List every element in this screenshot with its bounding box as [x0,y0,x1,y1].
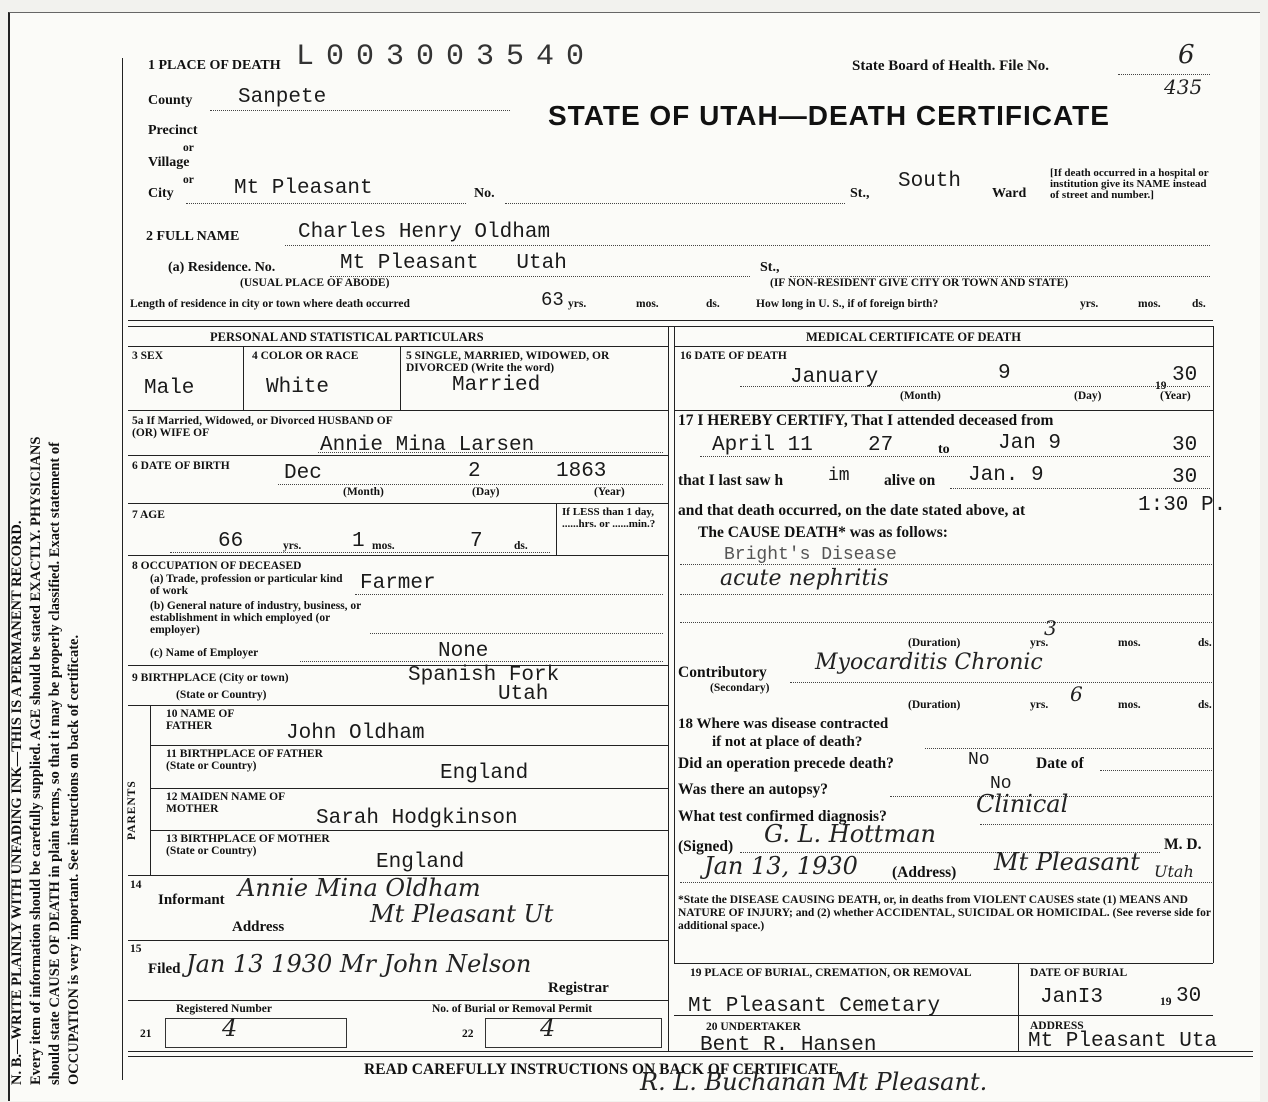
marital-label: 5 SINGLE, MARRIED, WIDOWED, OR DIVORCED (Write the word) [406,350,610,374]
reg-number-box [165,1018,347,1048]
employer-value: None [438,640,489,663]
employer-label: (c) Name of Employer [150,647,259,659]
divider [243,346,244,410]
usual-place-label: (USUAL PLACE OF ABODE) [240,277,390,289]
where-contracted-label: 18 Where was disease contracted [678,716,889,732]
divider [128,705,668,706]
alive-on-label: alive on [884,472,936,489]
side-note-line: N. B.—WRITE PLAINLY WITH UNFADING INK—THIS IS A PERMANENT RECORD. [9,520,25,1085]
st-label: St., [850,186,870,201]
or-label: or [183,174,194,186]
mos-label: mos. [372,540,395,552]
section-22-label: 22 [462,1028,474,1040]
cause-handwritten: acute nephritis [720,566,889,591]
age-label: 7 AGE [132,509,165,521]
ds-label: ds. [1192,298,1206,310]
how-long-label: How long in U. S., if of foreign birth? [756,298,939,310]
cause-line [680,622,1212,623]
occupation-value: Farmer [360,572,436,595]
father-value: John Oldham [286,722,425,745]
yrs-label: yrs. [568,298,587,310]
right-border [1213,326,1214,963]
physician-signature: G. L. Hottman [764,820,936,848]
burial-date-label: DATE OF BURIAL [1030,967,1128,979]
test-value: Clinical [976,790,1069,818]
address-label: Address [232,919,285,935]
divider [150,745,668,746]
last-saw-line [950,488,1210,489]
signed-label: (Signed) [678,838,734,855]
cause-value: Bright's Disease [724,545,897,565]
stamp-number: L003003540 [296,40,597,74]
file-no: 6 [1178,40,1195,70]
column-divider [674,326,675,964]
spouse-value: Annie Mina Larsen [320,434,535,457]
duration-label: (Duration) [908,637,961,649]
test-line [980,824,1212,825]
divider [128,320,1213,321]
birthplace-state-label: (State or Country) [176,689,267,701]
date-of-label: Date of [1036,755,1084,772]
test-label: What test confirmed diagnosis? [678,808,887,825]
reg-number-label: Registered Number [176,1003,272,1015]
contributory-label: Contributory [678,664,767,681]
nineteen-label: 19 [1155,380,1167,392]
duration-years: 3 [1044,616,1057,640]
mos-label: mos. [1138,298,1161,310]
side-note [8,15,84,1085]
birthplace-city: Spanish Fork [408,664,560,687]
column-divider [668,326,669,1051]
ds-label: ds. [706,298,720,310]
attended-to-date: Jan 9 [998,432,1062,455]
where-line [925,748,1212,749]
mother-birthplace-label: 13 BIRTHPLACE OF MOTHER (State or Country) [166,833,330,857]
side-note-line: Every item of information should be carefully supplied. AGE should be stated EXACTLY. PHYSICIANS [28,436,44,1085]
divider [128,665,668,666]
divider [128,940,668,941]
length-years-value: 63 [541,289,564,311]
mos-label: mos. [636,298,659,310]
informant-address: Mt Pleasant Ut [370,900,554,928]
physician-address-2: Utah [1154,862,1194,881]
residence-st-label: St., [760,260,780,275]
yrs-label: yrs. [283,540,302,552]
ds-label: ds. [514,540,528,552]
divider [674,346,1213,347]
divider [150,830,668,831]
footer-signature: R. L. Buchanan Mt Pleasant. [640,1068,988,1096]
spouse-line [318,452,663,453]
operation-value: No [968,750,990,770]
ward-label: Ward [992,186,1027,201]
father-birthplace-value: England [440,762,529,785]
cause-footnote: *State the DISEASE CAUSING DEATH, or, in deaths from VIOLENT CAUSES state (1) MEANS AND NATURE OF INJURY; and (2) whether ACCIDENTAL, SUICIDAL OR HOMICIDAL. (See reverse side for additional space.) [678,894,1211,932]
divider [128,1000,668,1001]
divider [150,705,151,875]
contributory-line [790,682,1212,683]
burial-date-value: JanI3 [1040,986,1104,1009]
dob-month: Dec [284,462,322,485]
dob-label: 6 DATE OF BIRTH [132,460,230,472]
divider [556,503,557,555]
parents-label: PARENTS [126,780,138,840]
employer-line [300,661,663,662]
death-occurred-label: and that death occurred, on the date stated above, at [678,502,1026,519]
month-caption: (Month) [343,486,384,498]
mother-birthplace-value: England [376,851,465,874]
occupation-label: 8 OCCUPATION OF DECEASED [132,560,302,572]
operation-date-line [1100,770,1212,771]
occupation-line [355,594,663,595]
where-contracted-label-2: if not at place of death? [712,734,863,750]
undertaker-address-value: Mt Pleasant Uta [1028,1030,1218,1053]
divider [128,555,668,556]
city-value: Mt Pleasant [234,177,373,200]
address-line [680,882,1212,883]
nonresident-label: (IF NON-RESIDENT GIVE CITY OR TOWN AND STATE) [770,277,1069,289]
medical-header: MEDICAL CERTIFICATE OF DEATH [806,330,1021,344]
less-than-label: If LESS than 1 day, ......hrs. or ......min.? [562,506,656,530]
divider [128,346,668,347]
full-name-value: Charles Henry Oldham [298,221,551,244]
mos-label: mos. [1118,637,1141,649]
undertaker-value: Bent R. Hansen [700,1034,877,1057]
informant-label: Informant [158,892,225,908]
spouse-label: 5a If Married, Widowed, or Divorced HUSBAND OF (OR) WIFE OF [132,415,393,439]
certificate-title: STATE OF UTAH—DEATH CERTIFICATE [548,100,1110,131]
divider [674,410,1213,411]
residence-label: (a) Residence. No. [168,260,276,275]
contributory-duration: 6 [1070,682,1083,706]
section-14-label: 14 [130,879,142,891]
month-caption: (Month) [900,390,941,402]
burial-permit-box [485,1018,662,1048]
hospital-note: [If death occurred in a hospital or institution give its NAME instead of street and number.] [1050,167,1209,201]
file-no-label: State Board of Health. File No. [852,58,1050,74]
filed-value: Jan 13 1930 Mr John Nelson [186,950,532,978]
autopsy-label: Was there an autopsy? [678,781,828,798]
registrar-label: Registrar [548,980,609,996]
file-no-extra: 435 [1164,75,1203,99]
address-label: (Address) [892,864,957,881]
county-value: Sanpete [238,86,327,109]
divider [1018,963,1019,1051]
instructions-footer: READ CAREFULLY INSTRUCTIONS ON BACK OF CERTIFICATE [364,1061,839,1078]
personal-header: PERSONAL AND STATISTICAL PARTICULARS [210,330,484,344]
burial-year-value: 30 [1176,985,1202,1008]
dob-year: 1863 [556,460,607,483]
last-saw-year: 30 [1172,466,1198,489]
side-note-line: should state CAUSE OF DEATH in plain terms, so that it may be properly classified. Exact statement of [47,442,63,1085]
residence-value: Mt Pleasant Utah [340,252,567,275]
divider [128,326,1213,327]
last-saw-label: that I last saw h [678,472,784,489]
full-name-label: 2 FULL NAME [146,229,240,244]
physician-address: Mt Pleasant [994,848,1140,876]
color-label: 4 COLOR OR RACE [252,350,359,362]
sex-label: 3 SEX [132,350,163,362]
last-saw-date: Jan. 9 [968,464,1044,487]
occupation-a-label: (a) Trade, profession or particular kind of work [150,573,343,597]
city-label: City [148,186,174,201]
full-name-line [285,245,1210,246]
divider [400,346,401,410]
burial-permit-label: No. of Burial or Removal Permit [432,1003,593,1015]
death-date-line [740,386,1210,387]
county-label: County [148,93,193,108]
nineteen-label: 19 [1160,996,1172,1008]
death-year: 30 [1172,364,1198,387]
contributory-value: Myocarditis Chronic [815,650,1043,675]
year-caption: (Year) [1160,390,1191,402]
sex-value: Male [144,377,195,400]
dob-day: 2 [468,460,481,483]
last-saw-him: im [828,466,850,486]
cause-line [680,564,1212,565]
divider [674,963,1213,964]
section-15-label: 15 [130,943,142,955]
dob-line [278,484,663,485]
death-time: 1:30 P. [1138,494,1227,517]
age-days: 7 [470,530,483,553]
undertaker-label: 20 UNDERTAKER [706,1021,801,1033]
cause-line [680,594,1212,595]
no-line [505,203,845,204]
date-of-death-label: 16 DATE OF DEATH [680,350,787,362]
marital-value: Married [452,374,541,397]
filed-label: Filed [148,961,181,977]
mos-label: mos. [1118,699,1141,711]
left-margin-line [122,58,123,1080]
burial-place-label: 19 PLACE OF BURIAL, CREMATION, OR REMOVAL [690,967,972,979]
precinct-label: Precinct [148,123,198,138]
reg-number-value: 4 [222,1014,238,1042]
divider [150,788,668,789]
side-note-line: OCCUPATION is very important. See instructions on back of certificate. [66,634,82,1085]
father-birthplace-label: 11 BIRTHPLACE OF FATHER (State or Country) [166,748,323,772]
attended-from-year: 27 [868,434,894,457]
place-of-death-label: 1 PLACE OF DEATH [148,58,281,73]
ds-label: ds. [1198,699,1212,711]
residence-line [330,276,750,277]
mother-label: 12 MAIDEN NAME OF MOTHER [166,791,285,815]
birthplace-label: 9 BIRTHPLACE (City or town) [132,672,289,684]
year-caption: (Year) [594,486,625,498]
undertaker-address-label: ADDRESS [1030,1020,1084,1032]
divider [128,503,668,504]
yrs-label: yrs. [1080,298,1099,310]
operation-label: Did an operation precede death? [678,755,894,772]
day-caption: (Day) [1074,390,1102,402]
length-residence-label: Length of residence in city or town where death occurred [130,298,410,310]
father-label: 10 NAME OF FATHER [166,708,234,732]
age-line [170,552,550,553]
no-label: No. [474,186,495,201]
age-years: 66 [218,530,244,553]
birthplace-state: Utah [498,683,549,706]
occupation-b-label: (b) General nature of industry, business, or establishment in which employed (or employer) [150,600,362,636]
to-label: to [938,442,950,457]
death-month: January [790,366,879,389]
attended-to-year: 30 [1172,434,1198,457]
day-caption: (Day) [472,486,500,498]
city-line [186,203,466,204]
attended-from-date: April 11 [712,434,813,457]
county-line [210,110,510,111]
divider [128,410,668,411]
autopsy-value: No [990,774,1012,794]
divider [128,1056,1253,1057]
signed-date: Jan 13, 1930 [704,852,858,880]
ds-label: ds. [1198,637,1212,649]
or-label: or [183,142,194,154]
village-label: Village [148,155,190,170]
burial-place-value: Mt Pleasant Cemetary [688,995,941,1018]
certify-label: 17 I HEREBY CERTIFY, That I attended deceased from [678,412,1054,429]
secondary-label: (Secondary) [710,682,770,694]
burial-permit-value: 4 [540,1014,556,1042]
mother-value: Sarah Hodgkinson [316,807,518,830]
attended-line [700,456,1210,457]
informant-signature: Annie Mina Oldham [238,874,481,902]
duration-label: (Duration) [908,699,961,711]
occupation-b-line [370,633,663,634]
ward-value: South [898,170,962,193]
color-value: White [266,376,330,399]
yrs-label: yrs. [1030,637,1049,649]
md-label: M. D. [1164,836,1202,853]
section-21-label: 21 [140,1028,152,1040]
death-day: 9 [998,362,1011,385]
age-months: 1 [352,530,365,553]
yrs-label: yrs. [1030,699,1049,711]
cause-label: The CAUSE DEATH* was as follows: [698,524,948,541]
